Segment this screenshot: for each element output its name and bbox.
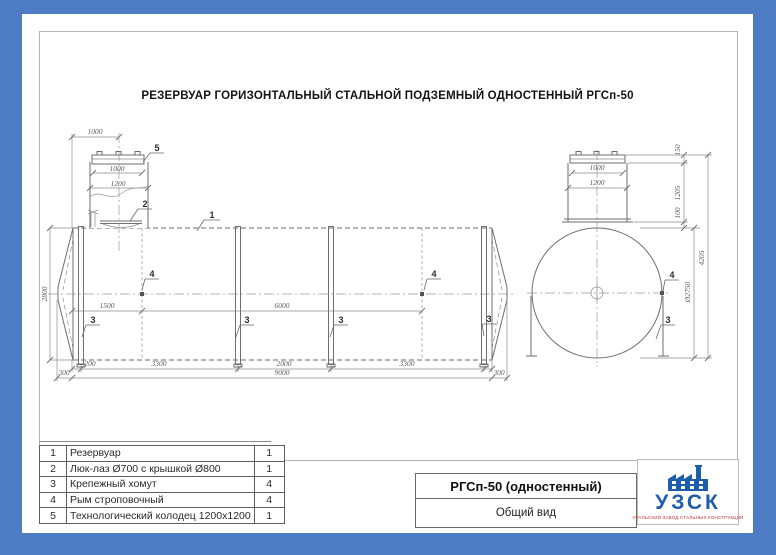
dim-seg-d: 3300 <box>399 359 415 368</box>
part-name: Люк-лаз Ø700 с крышкой Ø800 <box>67 461 255 477</box>
part-position: 3 <box>40 477 67 493</box>
part-position: 4 <box>40 492 67 508</box>
view-name: Общий вид <box>415 499 637 528</box>
dim-well-offset: 1000 <box>87 127 103 136</box>
frame-bottom-line <box>39 441 271 442</box>
model-designation: РГСп-50 (одностенный) <box>415 473 637 499</box>
callout-clamp: 3 <box>90 315 96 325</box>
end-view <box>526 144 712 367</box>
dim-total-height: 4205 <box>697 250 706 266</box>
part-qty: 4 <box>254 492 284 508</box>
drawing-sheet <box>22 14 753 533</box>
dim-well-inner: 1000 <box>109 164 125 173</box>
callout-clamp: 3 <box>244 315 250 325</box>
technological-well <box>87 133 151 252</box>
dim-between-lugs: 6000 <box>274 301 290 310</box>
table-row <box>40 492 285 508</box>
dim-left-end: 300 <box>58 368 70 377</box>
dim-tank-height: 2800 <box>40 286 49 302</box>
logo-abbreviation: УЗСК <box>655 490 721 514</box>
dim-neck-inner: 1000 <box>589 163 605 172</box>
part-position: 1 <box>40 446 67 462</box>
part-name: Резервуар <box>67 446 255 462</box>
callout-clamp: 3 <box>486 314 492 324</box>
title-block <box>415 473 637 528</box>
dim-neck-outer: 1200 <box>589 178 605 187</box>
table-row <box>40 508 285 524</box>
part-position: 5 <box>40 508 67 524</box>
dim-cover-height: 150 <box>673 144 682 156</box>
table-row <box>40 446 285 462</box>
callout-lug: 4 <box>669 270 675 280</box>
dim-to-first-lug: 1500 <box>99 301 115 310</box>
technical-drawing <box>30 110 750 440</box>
part-qty: 4 <box>254 477 284 493</box>
dim-well-outer: 1200 <box>110 179 126 188</box>
table-row <box>40 461 285 477</box>
lifting-lug-mark <box>660 291 664 295</box>
callout-lug: 4 <box>431 269 437 279</box>
part-name: Рым строповочный <box>67 492 255 508</box>
dim-total-length: 9000 <box>274 368 290 377</box>
part-name: Крепежный хомут <box>67 477 255 493</box>
parts-table <box>39 445 285 524</box>
dim-diameter: Ø2750 <box>683 281 692 303</box>
part-name: Технологический колодец 1200х1200 <box>67 508 255 524</box>
page-title: РЕЗЕРВУАР ГОРИЗОНТАЛЬНЫЙ СТАЛЬНОЙ ПОДЗЕМНЫЙ ОДНОСТЕННЫЙ РГСп-50 <box>141 90 634 102</box>
callout-well: 5 <box>154 143 160 153</box>
part-qty: 1 <box>254 461 284 477</box>
dim-neck-height: 1205 <box>673 185 682 201</box>
table-row <box>40 477 285 493</box>
part-qty: 1 <box>254 446 284 462</box>
part-qty: 1 <box>254 508 284 524</box>
lifting-lug-mark <box>140 292 144 296</box>
dim-collar: 100 <box>673 207 682 219</box>
dim-seg-a: 200 <box>84 359 96 368</box>
callout-manhole: 2 <box>142 199 148 209</box>
part-position: 2 <box>40 461 67 477</box>
dim-seg-c: 2000 <box>276 359 292 368</box>
dim-seg-b: 3300 <box>151 359 167 368</box>
clamp-straps <box>77 227 488 368</box>
callout-clamp: 3 <box>665 315 671 325</box>
lifting-lug-mark <box>420 292 424 296</box>
factory-icon <box>668 465 708 491</box>
dim-right-end: 300 <box>493 368 505 377</box>
main-view <box>40 127 516 381</box>
callout-clamp: 3 <box>338 315 344 325</box>
callout-tank: 1 <box>209 210 215 220</box>
company-logo <box>632 459 744 525</box>
callout-lug: 4 <box>149 269 155 279</box>
logo-tagline: УРАЛЬСКИЙ ЗАВОД СТАЛЬНЫХ КОНСТРУКЦИЙ <box>632 514 744 520</box>
